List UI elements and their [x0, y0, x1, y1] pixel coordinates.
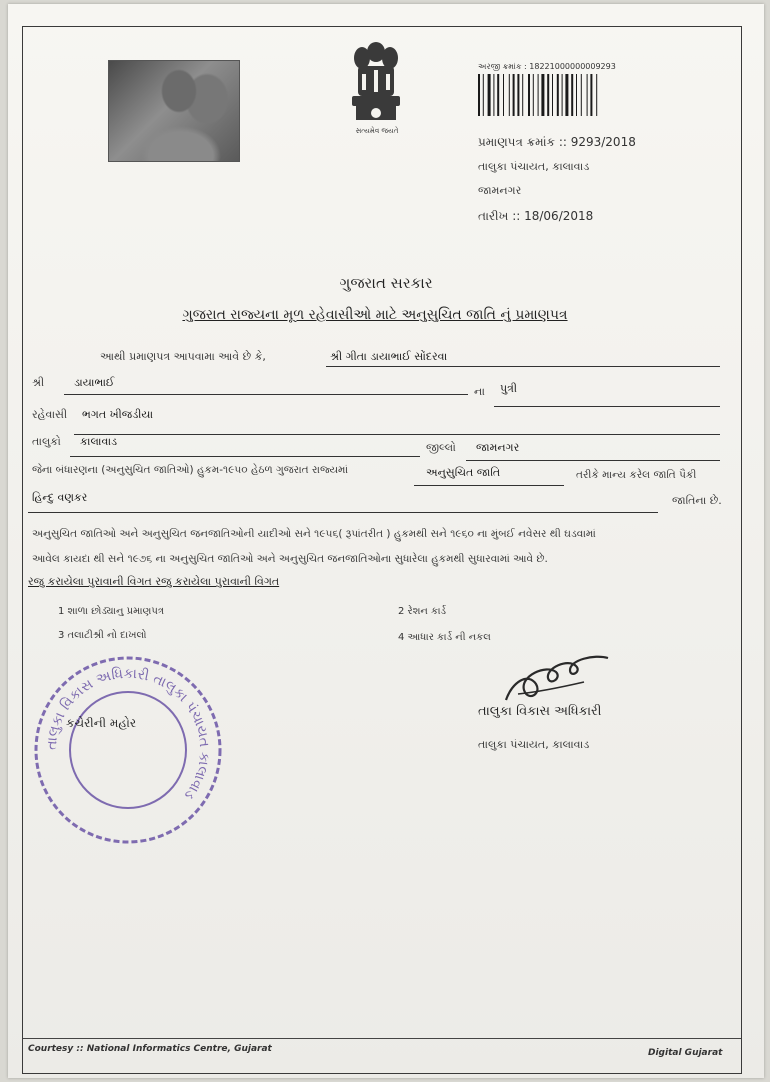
legal-paragraph-line1: અનુસુચિત જાતિઓ અને અનુસુચિત જનજાતિઓની યાદીઓ સને ૧૯૫૬( રૂપાંતરીત ) હુકમથી સને ૧૯૬૦ ના મુંબઈ નવેસર થી ઘડવામાં — [32, 528, 596, 540]
father-name: ડાયાભાઈ — [74, 376, 115, 389]
officer-signature — [498, 642, 618, 710]
emblem-caption: સત્યમેવ જયતે — [355, 127, 399, 135]
signatory-office: તાલુકા પંચાયત, કાલાવાડ — [478, 738, 590, 751]
recognized-text: તરીકે માન્ય કરેલ જાતિ પૈકી — [576, 469, 697, 481]
footer-rule — [23, 1038, 741, 1039]
category-value: અનુસુચિત જાતિ — [426, 466, 501, 479]
applicant-photo — [108, 60, 240, 162]
document-item: 2 રેશન કાર્ડ — [398, 606, 447, 617]
signatory-designation: તાલુકા વિકાસ અધિકારી — [478, 704, 602, 719]
residence-label: રહેવાસી — [32, 408, 68, 421]
caste-underline — [28, 512, 658, 513]
intro-label: આથી પ્રમાણપત્ર આપવામા આવે છે કે, — [100, 350, 266, 363]
certificate-title: ગુજરાત રાજ્યના મૂળ રહેવાસીઓ માટે અનુસુચિત જાતિ નું પ્રમાણપત્ર — [182, 307, 568, 323]
issuing-district: જામનગર — [478, 184, 522, 197]
document-item: 1 શાળા છોડ્યાનુ પ્રમાણપત્ર — [58, 606, 164, 617]
category-underline — [414, 485, 564, 486]
father-label: શ્રી — [32, 376, 45, 389]
caste-value: હિન્દુ વણકર — [32, 491, 88, 504]
order-text: જેના બંધારણના (અનુસુચિત જાતિઓ) હુકમ-૧૯૫૦ હેઠળ ગુજરાત રાજ્યમાં — [32, 464, 349, 476]
svg-text:તાલુકા વિકાસ અધિકારી તાલુકા પં — [44, 666, 212, 803]
certificate-number: પ્રમાણપત્ર ક્રમાંક :: 9293/2018 — [478, 135, 636, 149]
office-seal-stamp — [28, 650, 228, 850]
name-underline — [326, 366, 720, 367]
caste-suffix: જાતિના છે. — [672, 494, 722, 507]
office-seal-label: કચેરીની મહોર — [66, 716, 137, 730]
issuing-office: તાલુકા પંચાયત, કાલાવાડ — [478, 160, 590, 173]
application-number: અરજી ક્રમાંક : 18221000000009293 — [478, 62, 616, 71]
relation-underline — [494, 406, 720, 407]
taluka-underline — [70, 456, 420, 457]
district-underline — [466, 460, 720, 461]
certificate-border — [22, 26, 742, 1074]
footer-brand: Digital Gujarat — [648, 1048, 723, 1058]
applicant-name: શ્રી ગીતા ડાયાભાઈ સોંદરવા — [330, 350, 448, 363]
national-emblem-icon — [344, 38, 408, 138]
seal-ring-text: તાલુકા વિકાસ અધિકારી તાલુકા પંચાયત કાલાવાડ — [43, 665, 213, 803]
document-item: 3 તલાટીશ્રી નો દાખલો — [58, 630, 147, 641]
legal-paragraph-line2: આવેલ કાયદા થી સને ૧૯૭૬ ના અનુસુચિત જાતિઓ અને અનુસુચિત જનજાતિઓના સુધારેલા હુકમથી સુધારવામાં આવે છે. — [32, 553, 548, 565]
taluka-label: તાલુકો — [32, 435, 61, 448]
taluka-value: કાલાવાડ — [80, 435, 118, 448]
relation-label: ના — [474, 385, 485, 398]
residence-value: ભગત ખીજડીયા — [82, 408, 154, 421]
footer-courtesy: Courtesy :: National Informatics Centre, Gujarat — [28, 1044, 272, 1054]
documents-title: રજુ કરાયેલા પુરાવાની વિગત રજુ કરાયેલા પુરાવાની વિગત — [28, 575, 280, 588]
father-underline — [64, 394, 468, 395]
barcode — [478, 74, 638, 116]
district-label: જીલ્લો — [426, 441, 456, 454]
document-item: 4 આધાર કાર્ડ ની નકલ — [398, 632, 491, 643]
issue-date: તારીખ :: 18/06/2018 — [478, 209, 594, 223]
relation-value: પુત્રી — [500, 382, 518, 395]
government-title: ગુજરાત સરકાર — [339, 274, 433, 292]
certificate-page — [8, 4, 764, 1078]
district-value: જામનગર — [476, 441, 520, 454]
residence-underline — [74, 434, 720, 435]
